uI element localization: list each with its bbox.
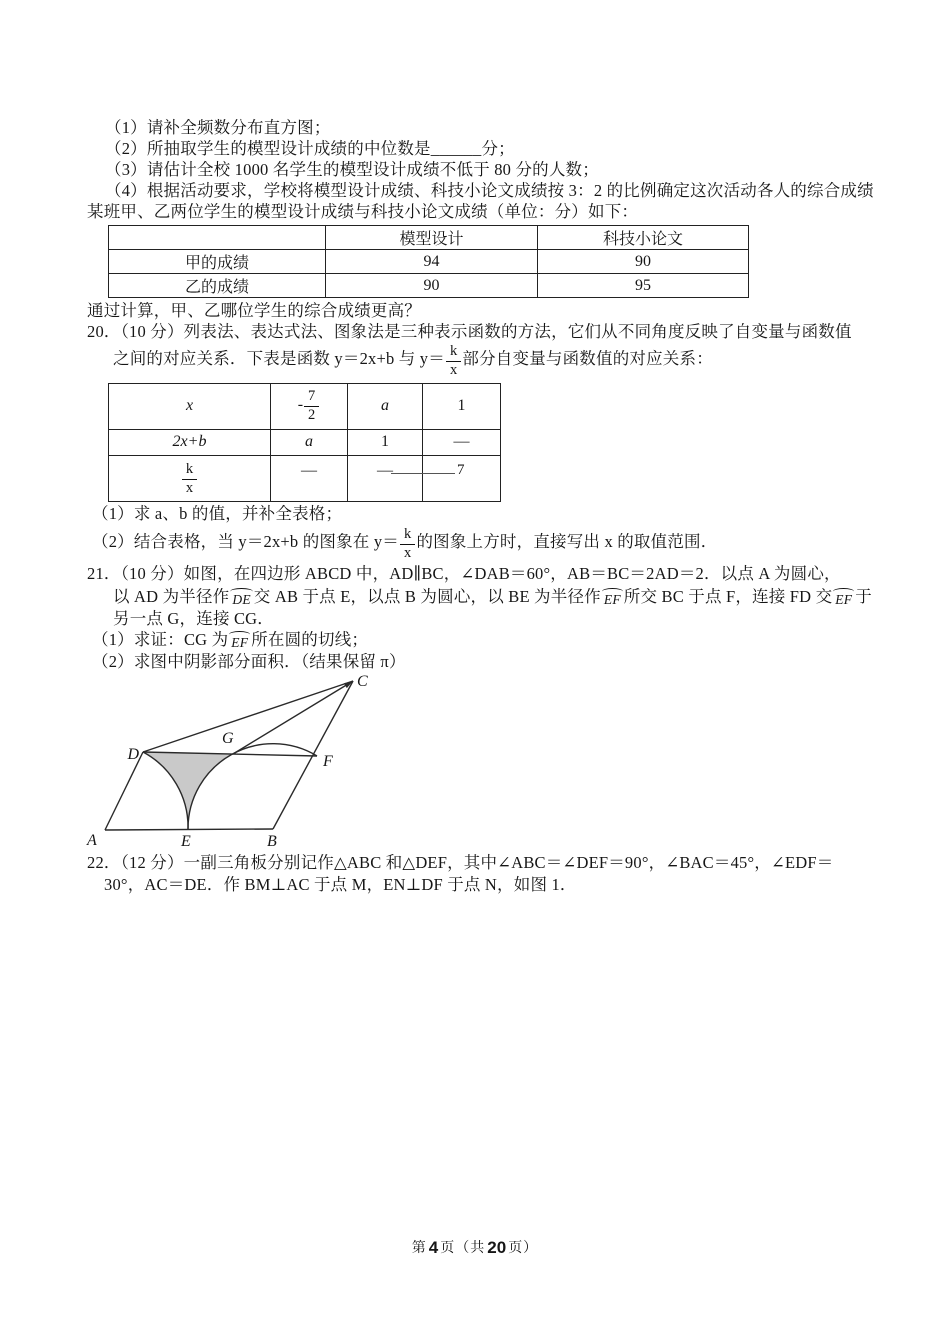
inverse-header-cell — [109, 455, 271, 501]
q21-line1 — [87, 562, 950, 585]
fraction-numerator: k — [182, 462, 197, 480]
inverse-value-cell: — — [348, 455, 423, 501]
arc-EF: EF — [835, 591, 853, 607]
score-cell: 94 — [326, 250, 538, 274]
q21-line2-b: 交 AB 于点 E，以点 B 为圆心，以 BE 为半径作 — [253, 586, 601, 606]
score-table-row-yi — [109, 274, 749, 298]
q20-line2-pre: 之间的对应关系．下表是函数 y＝2x+b 与 y＝ — [113, 349, 445, 368]
q19-item-4: （4）根据活动要求，学校将模型设计成绩、科技小论文成绩按 3：2 的比例确定这次活动各人的综合成绩 — [105, 181, 874, 200]
stray-line-artifact — [391, 473, 455, 474]
q22-line1-text: （12 分）一副三角板分别记作△ABC 和△DEF，其中∠ABC＝∠DEF＝90°，∠BAC＝45°，∠EDF＝ — [120, 852, 834, 872]
q20-item-2 — [92, 524, 950, 562]
figure-label-F: F — [323, 752, 333, 770]
q20-item2-pre: （2）结合表格，当 y＝2x+b 的图象在 y＝ — [92, 531, 399, 551]
footer-total-pages: 20 — [487, 1238, 507, 1257]
score-table-header-essay: 科技小论文 — [538, 226, 749, 250]
inverse-value-cell: — — [271, 455, 348, 501]
fraction-denominator: x — [185, 479, 194, 496]
linear-value-cell: 1 — [348, 429, 423, 455]
function-table-row-linear — [109, 429, 501, 455]
row-label: 甲的成绩 — [109, 250, 326, 274]
page-footer — [0, 1237, 950, 1258]
linear-header-cell: 2x+b — [109, 429, 271, 455]
footer-post: 页） — [508, 1241, 539, 1256]
segment-AD — [105, 752, 143, 830]
q19-item-3: （3）请估计全校 1000 名学生的模型设计成绩不低于 80 分的人数； — [105, 160, 599, 179]
q20-line2 — [113, 342, 950, 379]
q19-continuation: 某班甲、乙两位学生的模型设计成绩与科技小论文成绩（单位：分）如下： — [87, 202, 639, 221]
footer-page-number: 4 — [428, 1238, 439, 1257]
fraction-numerator: 7 — [304, 389, 319, 407]
function-table-wrapper — [108, 383, 500, 502]
q21-line2-c: 所交 BC 于点 F，连接 FD 交 — [623, 586, 833, 606]
q21-line2 — [113, 585, 950, 608]
linear-value-cell: a — [271, 429, 348, 455]
fraction-denominator: x — [403, 544, 412, 561]
fraction-numerator: k — [400, 527, 415, 545]
q20-line2-post: 部分自变量与函数值的对应关系： — [462, 349, 713, 368]
q20-item2-post: 的图象上方时，直接写出 x 的取值范围． — [416, 531, 718, 551]
q19-item-2: （2）所抽取学生的模型设计成绩的中位数是______分； — [105, 139, 515, 158]
q20-item-1: （1）求 a、b 的值，并补全表格； — [92, 503, 343, 523]
segment-GC — [233, 681, 353, 754]
segment-AB — [105, 829, 273, 830]
score-table-row-jia — [109, 250, 749, 274]
score-table-header-empty — [109, 226, 326, 250]
q20-line1-text: （10 分）列表法、表达式法、图象法是三种表示函数的方法，它们从不同角度反映了自变量与函数值 — [120, 322, 852, 341]
q21-item1-a: （1）求证：CG 为 — [92, 629, 229, 649]
q21-number: 21． — [87, 563, 121, 583]
figure-label-G: G — [222, 729, 234, 747]
score-cell: 90 — [538, 250, 749, 274]
inverse-value-cell: 7 — [423, 455, 501, 501]
score-table-header-row — [109, 226, 749, 250]
fraction-k-over-x — [182, 462, 197, 497]
q20-number: 20． — [87, 322, 121, 341]
arc-EF: EF — [231, 634, 249, 650]
geometry-figure-svg — [85, 667, 385, 852]
fraction-denominator: 2 — [308, 406, 316, 423]
q21-item1-b: 所在圆的切线； — [251, 629, 369, 649]
function-table-row-inverse — [109, 455, 501, 501]
x-value-cell — [271, 383, 348, 429]
fraction-7-over-2 — [304, 389, 319, 424]
arc-DE: DE — [232, 591, 251, 607]
figure-label-B: B — [267, 832, 277, 850]
figure-label-D: D — [127, 745, 139, 763]
figure-label-A: A — [87, 831, 97, 849]
linear-value-cell: — — [423, 429, 501, 455]
fraction-k-over-x — [446, 344, 461, 379]
score-table-header-model: 模型设计 — [326, 226, 538, 250]
geometry-figure — [85, 667, 385, 852]
figure-label-E: E — [181, 832, 191, 850]
footer-pre: 第 — [411, 1241, 427, 1256]
q21-line1-text: （10 分）如图，在四边形 ABCD 中，AD∥BC，∠DAB＝60°，AB＝BC＝2AD＝2．以点 A 为圆心， — [120, 563, 841, 583]
row-label: 乙的成绩 — [109, 274, 326, 298]
figure-label-C: C — [357, 672, 368, 690]
arc-EF: EF — [603, 591, 621, 607]
q19-conclusion: 通过计算，甲、乙哪位学生的综合成绩更高？ — [87, 301, 421, 320]
score-cell: 95 — [538, 274, 749, 298]
q22-number: 22． — [87, 852, 121, 872]
q20-line1 — [87, 321, 950, 342]
x-value-cell: a — [348, 383, 423, 429]
x-header-cell: x — [109, 383, 271, 429]
score-table — [108, 225, 749, 298]
fraction-numerator: k — [446, 344, 461, 362]
function-table — [108, 383, 501, 502]
q21-line3: 另一点 G，连接 CG． — [113, 608, 274, 628]
function-table-row-x — [109, 383, 501, 429]
q21-item-2: （2）求图中阴影部分面积．（结果保留 π） — [92, 651, 406, 671]
minus-sign: - — [297, 395, 304, 413]
q21-line2-d: 于 — [855, 586, 872, 606]
q22-line1 — [87, 852, 950, 874]
q19-item-1: （1）请补全频数分布直方图； — [105, 118, 331, 137]
footer-mid: 页（共 — [440, 1241, 486, 1256]
q21-item-1 — [92, 629, 950, 651]
q22-line2: 30°，AC＝DE．作 BM⊥AC 于点 M，EN⊥DF 于点 N，如图 1． — [104, 874, 577, 894]
fraction-denominator: x — [449, 362, 458, 378]
fraction-k-over-x — [400, 527, 415, 562]
score-cell: 90 — [326, 274, 538, 298]
q21-line2-a: 以 AD 为半径作 — [113, 586, 230, 606]
x-value-cell: 1 — [423, 383, 501, 429]
segment-DC — [143, 681, 353, 752]
